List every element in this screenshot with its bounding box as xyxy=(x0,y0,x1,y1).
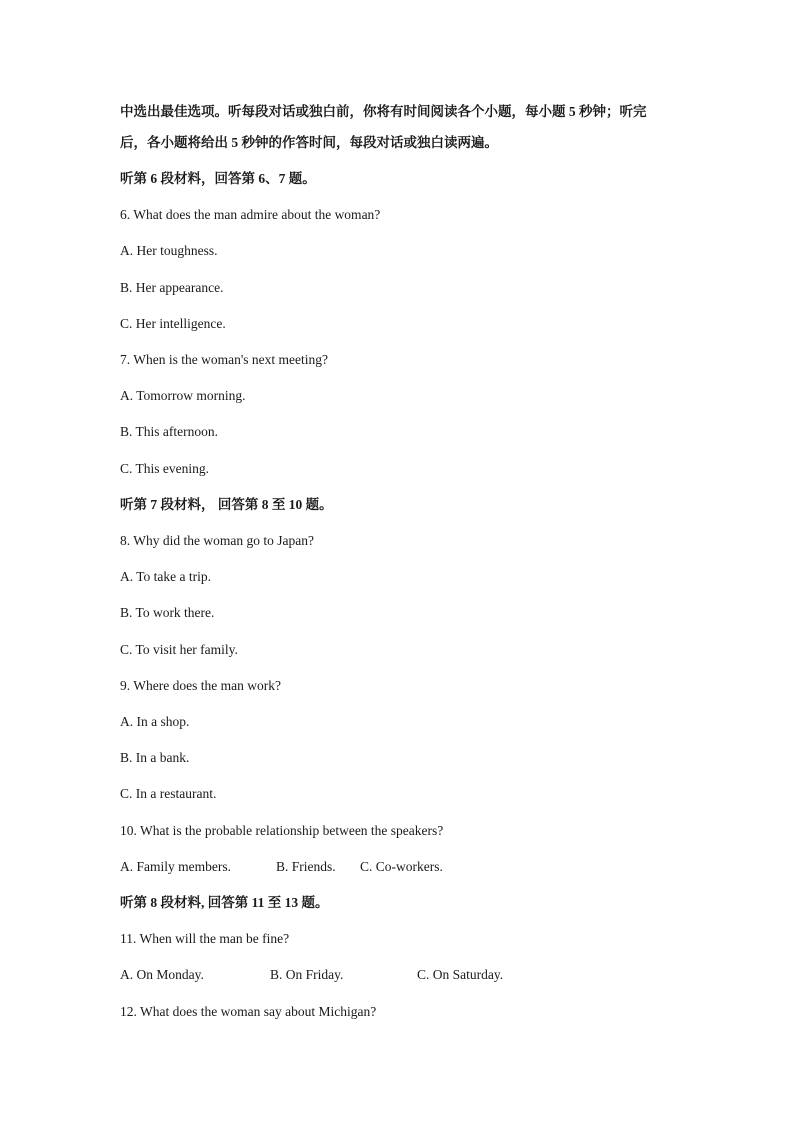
question-7: 7. When is the woman's next meeting? xyxy=(120,352,329,367)
question-8-option-c: C. To visit her family. xyxy=(120,642,238,657)
question-9-option-c: C. In a restaurant. xyxy=(120,786,217,801)
question-10-option-b: B. Friends. xyxy=(276,859,336,874)
question-11: 11. When will the man be fine? xyxy=(120,931,290,946)
question-6: 6. What does the man admire about the woman? xyxy=(120,207,381,222)
question-12: 12. What does the woman say about Michigan? xyxy=(120,1004,377,1019)
question-11-option-b: B. On Friday. xyxy=(270,967,344,982)
section-6-heading: 听第 6 段材料，回答第 6、7 题。 xyxy=(120,171,316,186)
question-9: 9. Where does the man work? xyxy=(120,678,281,693)
question-7-option-b: B. This afternoon. xyxy=(120,424,218,439)
question-10: 10. What is the probable relationship between the speakers? xyxy=(120,823,444,838)
question-7-option-a: A. Tomorrow morning. xyxy=(120,388,246,403)
question-8-option-b: B. To work there. xyxy=(120,605,215,620)
question-10-option-a: A. Family members. xyxy=(120,859,231,874)
intro-line-2: 后，各小题将给出 5 秒钟的作答时间，每段对话或独白读两遍。 xyxy=(120,135,498,150)
question-11-option-a: A. On Monday. xyxy=(120,967,204,982)
question-7-option-c: C. This evening. xyxy=(120,461,209,476)
section-8-heading: 听第 8 段材料, 回答第 11 至 13 题。 xyxy=(120,895,329,910)
question-6-option-b: B. Her appearance. xyxy=(120,280,224,295)
question-11-option-c: C. On Saturday. xyxy=(417,967,504,982)
question-10-option-c: C. Co-workers. xyxy=(360,859,443,874)
question-9-option-b: B. In a bank. xyxy=(120,750,190,765)
question-8: 8. Why did the woman go to Japan? xyxy=(120,533,314,548)
question-6-option-c: C. Her intelligence. xyxy=(120,316,226,331)
question-6-option-a: A. Her toughness. xyxy=(120,243,218,258)
question-9-option-a: A. In a shop. xyxy=(120,714,190,729)
intro-line-1: 中选出最佳选项。听每段对话或独白前，你将有时间阅读各个小题，每小题 5 秒钟；听完 xyxy=(120,104,647,119)
question-8-option-a: A. To take a trip. xyxy=(120,569,212,584)
section-7-heading: 听第 7 段材料， 回答第 8 至 10 题。 xyxy=(120,497,333,512)
